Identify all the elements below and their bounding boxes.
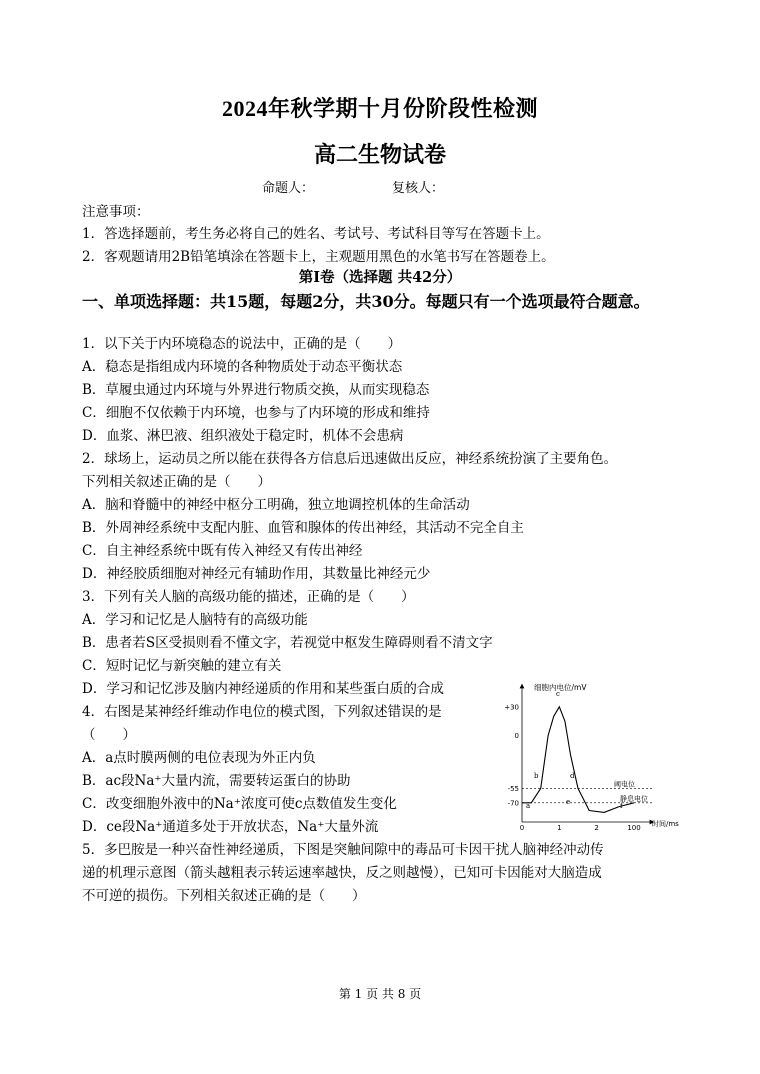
question-option: C．细胞不仅依赖于内环境，也参与了内环境的形成和维持 — [82, 405, 430, 421]
question-option: C．自主神经系统中既有传入神经又有传出神经 — [82, 543, 363, 559]
x-tick-label: 0 — [519, 824, 525, 830]
exam-subtitle: 高二生物试卷 — [313, 142, 446, 167]
question-option: D．学习和记忆涉及脑内神经递质的作用和某些蛋白质的合成 — [82, 681, 444, 697]
question-option: A．a点时膜两侧的电位表现为外正内负 — [82, 750, 316, 766]
question-option: D．神经胶质细胞对神经元有辅助作用，其数量比神经元少 — [82, 566, 431, 582]
section-title: 第Ⅰ卷（选择题 共42分） — [298, 269, 462, 286]
question-option: D．ce段Na⁺通道多处于开放状态，Na⁺大量外流 — [82, 819, 379, 835]
note-item: 1．答选择题前，考生务必将自己的姓名、考试号、考试科目等写在答题卡上。 — [82, 226, 550, 242]
point-label-a: a — [526, 802, 531, 810]
x-axis-label: 时间/ms — [652, 820, 679, 828]
question-stem: 递的机理示意图（箭头越粗表示转运速率越快，反之则越慢），已知可卡因能对大脑造成 — [82, 865, 602, 881]
note-item: 2．客观题请用2B铅笔填涂在答题卡上，主观题用黑色的水笔书写在答题卷上。 — [82, 249, 555, 265]
action-potential-chart — [502, 680, 692, 830]
part-title: 一、单项选择题：共15题，每题2分，共30分。每题只有一个选项最符合题意。 — [82, 292, 650, 311]
question-option: B．草履虫通过内环境与外界进行物质交换，从而实现稳态 — [82, 382, 430, 398]
potential-curve — [522, 707, 634, 813]
question-option: B．外周神经系统中支配内脏、血管和腺体的传出神经，其活动不完全自主 — [82, 520, 524, 536]
threshold-label: 阈电位 — [614, 780, 635, 789]
y-tick-label: 0 — [514, 732, 519, 741]
point-label-f: f — [620, 802, 623, 810]
y-tick-label: +30 — [504, 703, 519, 712]
question-option: D．血浆、淋巴液、组织液处于稳定时，机体不会患病 — [82, 428, 404, 444]
question-option: C．改变细胞外液中的Na⁺浓度可使c点数值发生变化 — [82, 796, 397, 812]
question-option: A．脑和脊髓中的神经中枢分工明确，独立地调控机体的生命活动 — [82, 497, 470, 513]
y-axis-label: 细胞内电位/mV — [534, 683, 587, 692]
question-stem: 5．多巴胺是一种兴奋性神经递质，下图是突触间隙中的毒品可卡因干扰人脑神经冲动传 — [82, 842, 604, 858]
question-stem: 2．球场上，运动员之所以能在获得各方信息后迅速做出反应，神经系统扮演了主要角色。 — [82, 451, 618, 467]
author-label: 命题人： — [262, 181, 315, 196]
notes-heading: 注意事项： — [82, 204, 150, 220]
reviewer-label: 复核人： — [392, 181, 445, 196]
question-stem: 下列相关叙述正确的是（ ） — [82, 474, 271, 490]
question-option: A．稳态是指组成内环境的各种物质处于动态平衡状态 — [82, 359, 403, 375]
x-tick-label: 100 — [627, 824, 641, 830]
question-option: A．学习和记忆是人脑特有的高级功能 — [82, 612, 308, 628]
question-option: C．短时记忆与新突触的建立有关 — [82, 658, 282, 674]
point-label-d: d — [570, 772, 575, 780]
y-tick-label: -70 — [507, 799, 519, 808]
question-stem: 4．右图是某神经纤维动作电位的模式图，下列叙述错误的是 — [82, 704, 442, 720]
question-stem: 1．以下关于内环境稳态的说法中，正确的是（ ） — [82, 336, 402, 352]
question-option: B．ac段Na⁺大量内流，需要转运蛋白的协助 — [82, 773, 351, 789]
question-stem: 3．下列有关人脑的高级功能的描述，正确的是（ ） — [82, 589, 415, 605]
exam-title: 2024年秋学期十月份阶段性检测 — [221, 96, 538, 121]
point-label-b: b — [534, 772, 539, 780]
y-tick-label: -55 — [507, 784, 519, 793]
x-tick-label: 1 — [557, 824, 562, 830]
point-label-c: c — [556, 690, 560, 698]
x-tick-label: 2 — [594, 824, 599, 830]
question-stem: 不可逆的损伤。下列相关叙述正确的是（ ） — [82, 888, 366, 904]
page-footer: 第 1 页 共 8 页 — [338, 987, 422, 1001]
resting-label: 静息电位 — [620, 794, 648, 803]
point-label-e: e — [566, 798, 571, 806]
question-stem: （ ） — [82, 727, 136, 743]
question-option: B．患者若S区受损则看不懂文字，若视觉中枢发生障碍则看不清文字 — [82, 635, 493, 651]
